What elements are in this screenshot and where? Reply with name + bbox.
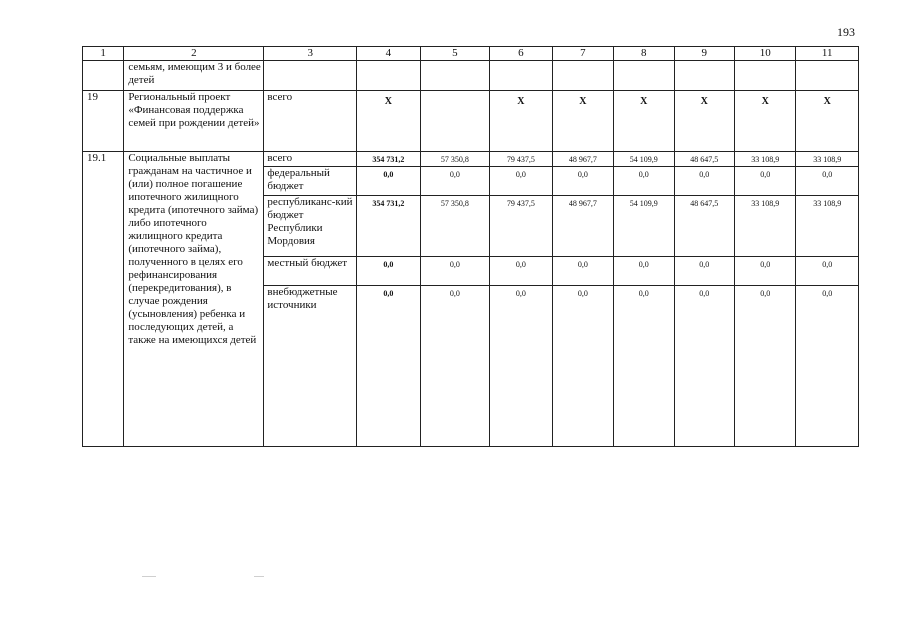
value-cell: 79 437,5	[490, 152, 552, 167]
value-cell: 0,0	[490, 257, 552, 286]
value-cell: 0,0	[796, 167, 859, 196]
value-cell: 57 350,8	[420, 196, 490, 257]
measure-name: Региональный проект «Финансовая поддержка семей при рождении детей»	[124, 91, 264, 152]
col-number: 2	[124, 47, 264, 61]
table-row	[83, 152, 859, 167]
value-cell: 48 647,5	[674, 196, 734, 257]
row-code: 19	[83, 91, 124, 152]
funding-source: всего	[264, 91, 357, 152]
value-cell: 0,0	[357, 257, 420, 286]
value-cell: X	[674, 91, 734, 152]
value-cell: X	[552, 91, 613, 152]
value-cell: 54 109,9	[614, 152, 674, 167]
col-number: 5	[420, 47, 490, 61]
funding-source: внебюджетные источники	[264, 286, 357, 447]
value-cell: 0,0	[734, 286, 795, 447]
funding-source: местный бюджет	[264, 257, 357, 286]
funding-source: республиканс-кий бюджет Республики Мордовия	[264, 196, 357, 257]
column-number-row	[83, 47, 859, 61]
value-cell: 0,0	[674, 167, 734, 196]
value-cell: 0,0	[796, 257, 859, 286]
value-cell: 33 108,9	[796, 196, 859, 257]
page-number: 193	[837, 25, 855, 39]
col-number: 3	[264, 47, 357, 61]
value-cell: 0,0	[674, 257, 734, 286]
value-cell: 0,0	[490, 286, 552, 447]
value-cell: 48 967,7	[552, 196, 613, 257]
value-cell: 57 350,8	[420, 152, 490, 167]
value-cell: 0,0	[674, 286, 734, 447]
value-cell: 33 108,9	[734, 196, 795, 257]
value-cell: 354 731,2	[357, 152, 420, 167]
col-number: 7	[552, 47, 613, 61]
col-number: 1	[83, 47, 124, 61]
value-cell: 0,0	[734, 167, 795, 196]
value-cell	[420, 91, 490, 152]
value-cell: 354 731,2	[357, 196, 420, 257]
value-cell: X	[490, 91, 552, 152]
value-cell: 0,0	[420, 167, 490, 196]
value-cell: 0,0	[614, 257, 674, 286]
value-cell: X	[796, 91, 859, 152]
value-cell: 0,0	[734, 257, 795, 286]
value-cell: 48 647,5	[674, 152, 734, 167]
col-number: 6	[490, 47, 552, 61]
col-number: 10	[734, 47, 795, 61]
value-cell: 0,0	[552, 257, 613, 286]
value-cell: X	[614, 91, 674, 152]
value-cell: 0,0	[552, 286, 613, 447]
col-number: 11	[796, 47, 859, 61]
value-cell: 0,0	[357, 167, 420, 196]
value-cell: 0,0	[357, 286, 420, 447]
value-cell: 48 967,7	[552, 152, 613, 167]
value-cell: X	[357, 91, 420, 152]
value-cell: X	[734, 91, 795, 152]
col-number: 4	[357, 47, 420, 61]
table-row	[83, 61, 859, 91]
value-cell: 0,0	[420, 257, 490, 286]
funding-source: всего	[264, 152, 357, 167]
measure-name: семьям, имеющим 3 и более детей	[124, 61, 264, 91]
scan-artifact	[254, 576, 264, 577]
scan-artifact	[142, 576, 156, 577]
value-cell: 0,0	[614, 167, 674, 196]
row-code: 19.1	[83, 152, 124, 447]
value-cell: 79 437,5	[490, 196, 552, 257]
col-number: 9	[674, 47, 734, 61]
col-number: 8	[614, 47, 674, 61]
value-cell: 0,0	[796, 286, 859, 447]
value-cell: 33 108,9	[734, 152, 795, 167]
value-cell: 54 109,9	[614, 196, 674, 257]
table-row	[83, 91, 859, 152]
value-cell: 0,0	[614, 286, 674, 447]
measure-name: Социальные выплаты гражданам на частичное и (или) полное погашение ипотечного жилищного кредита (ипотечного займа) либо ипотечного жилищного кредита (ипотечного займа), полученного в целях его рефинансирования (перекредитования), в случае рождения (усыновления) ребенка и последующих детей, а также на имеющихся детей	[124, 152, 264, 447]
value-cell: 0,0	[490, 167, 552, 196]
budget-table	[82, 46, 859, 447]
value-cell: 33 108,9	[796, 152, 859, 167]
funding-source: федеральный бюджет	[264, 167, 357, 196]
value-cell: 0,0	[420, 286, 490, 447]
value-cell: 0,0	[552, 167, 613, 196]
